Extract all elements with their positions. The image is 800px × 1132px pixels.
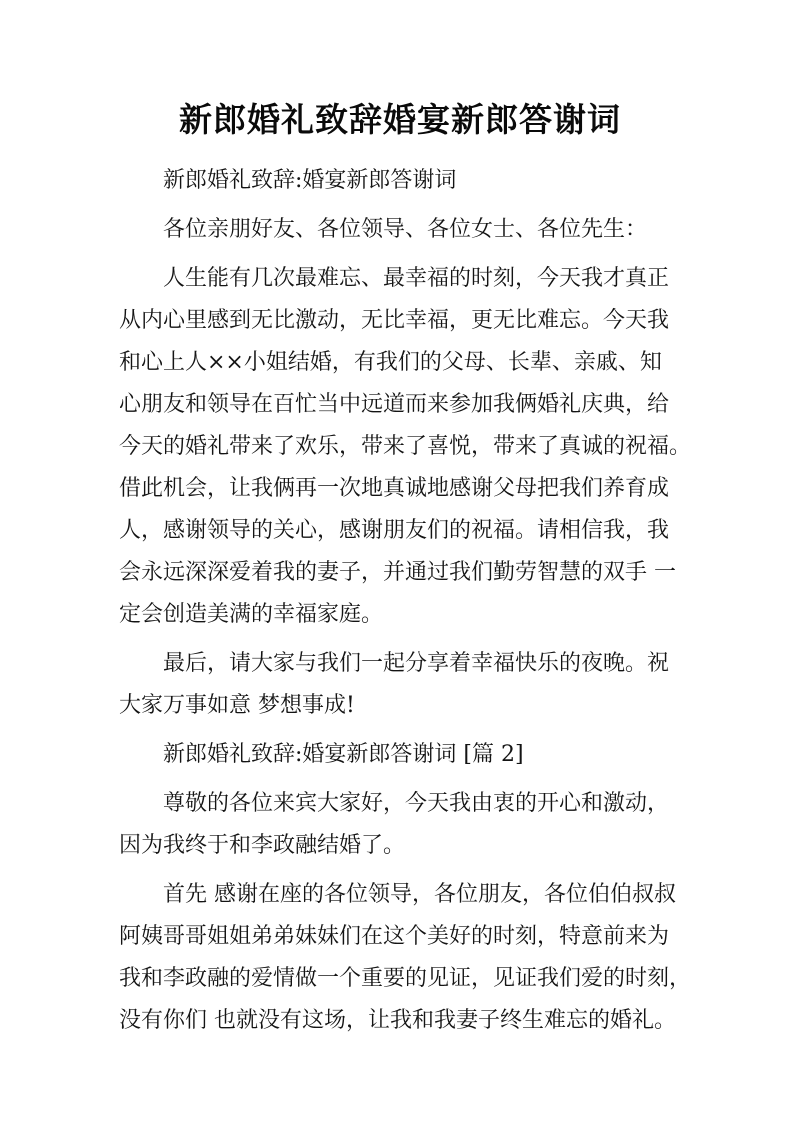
paragraph-line: 会永远深深爱着我的妻子，并通过我们勤劳智慧的双手 一 [119,560,676,585]
paragraph-line: 心朋友和领导在百忙当中远道而来参加我俩婚礼庆典，给 [119,392,670,417]
paragraph-line: 今天的婚礼带来了欢乐，带来了喜悦，带来了真诚的祝福。 [119,434,692,459]
section2-heading: 新郎婚礼致辞:婚宴新郎答谢词 [篇 2] [163,742,524,767]
paragraph-line: 首先 感谢在座的各位领导，各位朋友，各位伯伯叔叔 [163,882,676,907]
paragraph-line: 阿姨哥哥姐姐弟弟妹妹们在这个美好的时刻，特意前来为 [119,924,670,949]
paragraph-line: 人，感谢领导的关心，感谢朋友们的祝福。请相信我，我 [119,518,670,543]
paragraph-line: 我和李政融的爱情做一个重要的见证，见证我们爱的时刻， [119,966,692,991]
paragraph-line: 从内心里感到无比激动，无比幸福，更无比难忘。今天我 [119,308,670,333]
paragraph-line: 借此机会，让我俩再一次地真诚地感谢父母把我们养育成 [119,476,670,501]
paragraph-line: 最后，请大家与我们一起分享着幸福快乐的夜晚。祝 [163,651,670,676]
paragraph-line: 尊敬的各位来宾大家好，今天我由衷的开心和激动， [163,791,670,816]
paragraph-line: 没有你们 也就没有这场，让我和我妻子终生难忘的婚礼。 [119,1008,676,1033]
paragraph-line: 和心上人××小姐结婚，有我们的父母、长辈、亲戚、知 [119,350,662,375]
document-title: 新郎婚礼致辞婚宴新郎答谢词 [179,100,621,139]
paragraph-line: 大家万事如意 梦想事成! [119,693,355,718]
paragraph-line: 定会创造美满的幸福家庭。 [119,602,384,627]
paragraph-line: 人生能有几次最难忘、最幸福的时刻，今天我才真正 [163,266,670,291]
paragraph-line: 因为我终于和李政融结婚了。 [119,833,406,858]
greeting-line: 各位亲朋好友、各位领导、各位女士、各位先生： [163,217,648,242]
section1-heading: 新郎婚礼致辞:婚宴新郎答谢词 [163,168,457,193]
